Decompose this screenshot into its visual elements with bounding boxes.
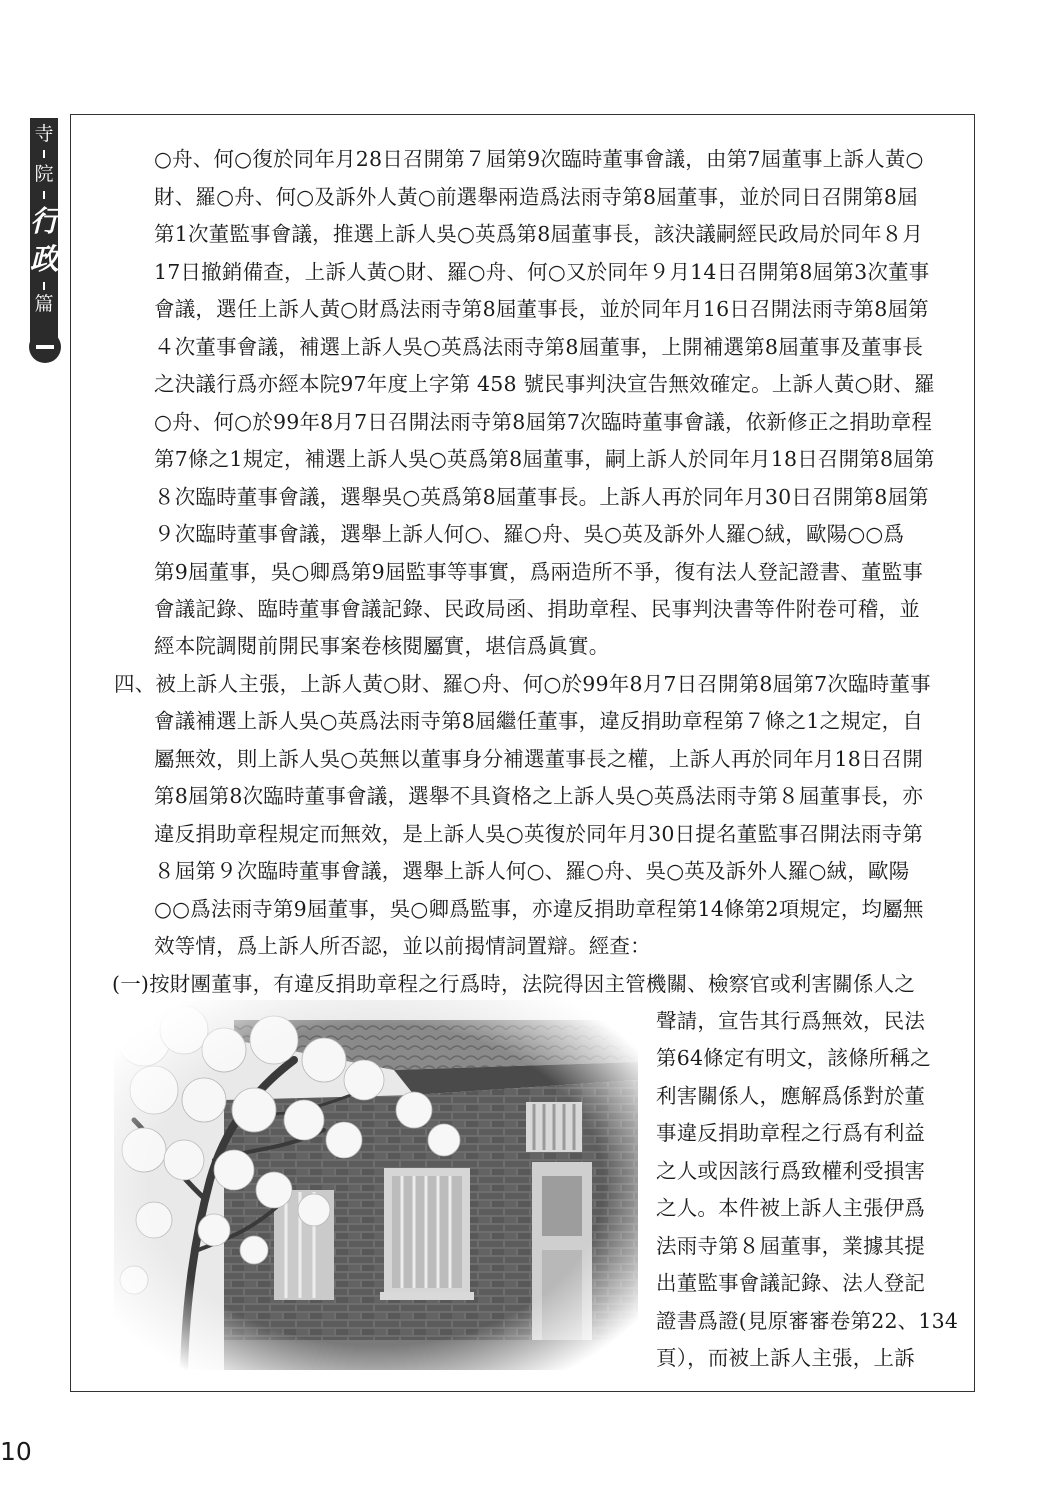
text-line: 頁），而被上訴人主張，上訴 [656,1346,915,1370]
text-line: ４次董事會議，補選上訴人吳○英爲法雨寺第8屆董事，上開補選第8屆董事及董事長 [154,335,924,359]
text-line: 會議補選上訴人吳○英爲法雨寺第8屆繼任董事，違反捐助章程第７條之1之規定，自 [154,709,924,733]
text-line: ○○爲法雨寺第9屆董事，吳○卿爲監事，亦違反捐助章程第14條第2項規定，均屬無 [154,897,924,921]
side-tab-char-2: 院 [34,163,54,185]
text-line: 第7條之1規定，補選上訴人吳○英爲第8屆董事，嗣上訴人於同年月18日召開第8屆第 [154,447,935,471]
text-line: 之決議行爲亦經本院97年度上字第 458 號民事判決宣告無效確定。上訴人黃○財、羅 [154,372,935,396]
side-tab-char-4: 政 [30,242,60,276]
text-line: ９次臨時董事會議，選舉上訴人何○、羅○舟、吳○英及訴外人羅○絨，歐陽○○爲 [154,522,905,546]
text-line: 聲請，宣告其行爲無效，民法 [656,1009,926,1033]
text-line: 四、被上訴人主張，上訴人黃○財、羅○舟、何○於99年8月7日召開第8屆第7次臨時董事 [114,672,931,696]
text-line: 屬無效，則上訴人吳○英無以董事身分補選董事長之權，上訴人再於同年月18日召開 [154,747,924,771]
page-number: 10 [0,1437,32,1466]
text-line: 違反捐助章程規定而無效，是上訴人吳○英復於同年月30日提名董監事召開法雨寺第 [154,822,924,846]
text-line: 利害關係人，應解爲係對於董 [656,1084,926,1108]
side-tab-char-3: 行 [30,204,60,238]
volume-one-mark [36,345,54,349]
text-line: 法雨寺第８屆董事，業據其提 [656,1234,926,1258]
side-tab-separator [43,150,45,158]
text-line: 之人或因該行爲致權利受損害 [656,1159,926,1183]
text-line: 第8屆第8次臨時董事會議，選舉不具資格之上訴人吳○英爲法雨寺第８屆董事長，亦 [154,784,924,808]
side-tab-char-1: 寺 [34,123,54,145]
text-line: ８次臨時董事會議，選舉吳○英爲第8屆董事長。上訴人再於同年月30日召開第8屆第 [154,485,929,509]
side-tab-separator [43,282,45,290]
side-tab-char-5: 篇 [34,293,54,315]
text-line: 第64條定有明文，該條所稱之 [656,1046,931,1070]
side-tab-separator [43,191,45,199]
text-line: 證書爲證(見原審審卷第22、134 [656,1309,959,1333]
chapter-side-tab [30,118,58,346]
volume-one-badge [29,331,61,363]
text-line: 經本院調閱前開民事案卷核閱屬實，堪信爲眞實。 [154,634,610,658]
text-line: 會議，選任上訴人黃○財爲法雨寺第8屆董事長，並於同年月16日召開法雨寺第8屆第 [154,297,929,321]
text-line: ○舟、何○於99年8月7日召開法雨寺第8屆第7次臨時董事會議，依新修正之捐助章程 [154,410,933,434]
paragraph-item-one-first-line: (一)按財團董事，有違反捐助章程之行爲時，法院得因主管機關、檢察官或利害關係人之 [112,972,915,996]
text-line: 第9屆董事，吳○卿爲第9屆監事等事實，爲兩造所不爭，復有法人登記證書、董監事 [154,560,924,584]
text-line: 17日撤銷備查，上訴人黃○財、羅○舟、何○又於同年９月14日召開第8屆第3次董事 [154,260,930,284]
text-line: 第1次董監事會議，推選上訴人吳○英爲第8屆董事長，該決議嗣經民政局於同年８月 [154,222,924,246]
text-line: 效等情，爲上訴人所否認，並以前揭情詞置辯。經查： [154,934,651,958]
text-line: 事違反捐助章程之行爲有利益 [656,1121,926,1145]
text-line: ８屆第９次臨時董事會議，選舉上訴人何○、羅○舟、吳○英及訴外人羅○絨，歐陽 [154,859,910,883]
text-line: 出董監事會議記錄、法人登記 [656,1271,926,1295]
text-line: 財、羅○舟、何○及訴外人黃○前選舉兩造爲法雨寺第8屆董事，並於同日召開第8屆 [154,185,918,209]
temple-building-photo [114,1000,638,1370]
text-line: ○舟、何○復於同年月28日召開第７屆第9次臨時董事會議，由第7屆董事上訴人黃○ [154,147,924,171]
text-line: 之人。本件被上訴人主張伊爲 [656,1196,926,1220]
text-line: 會議記錄、臨時董事會議記錄、民政局函、捐助章程、民事判決書等件附卷可稽，並 [154,597,920,621]
